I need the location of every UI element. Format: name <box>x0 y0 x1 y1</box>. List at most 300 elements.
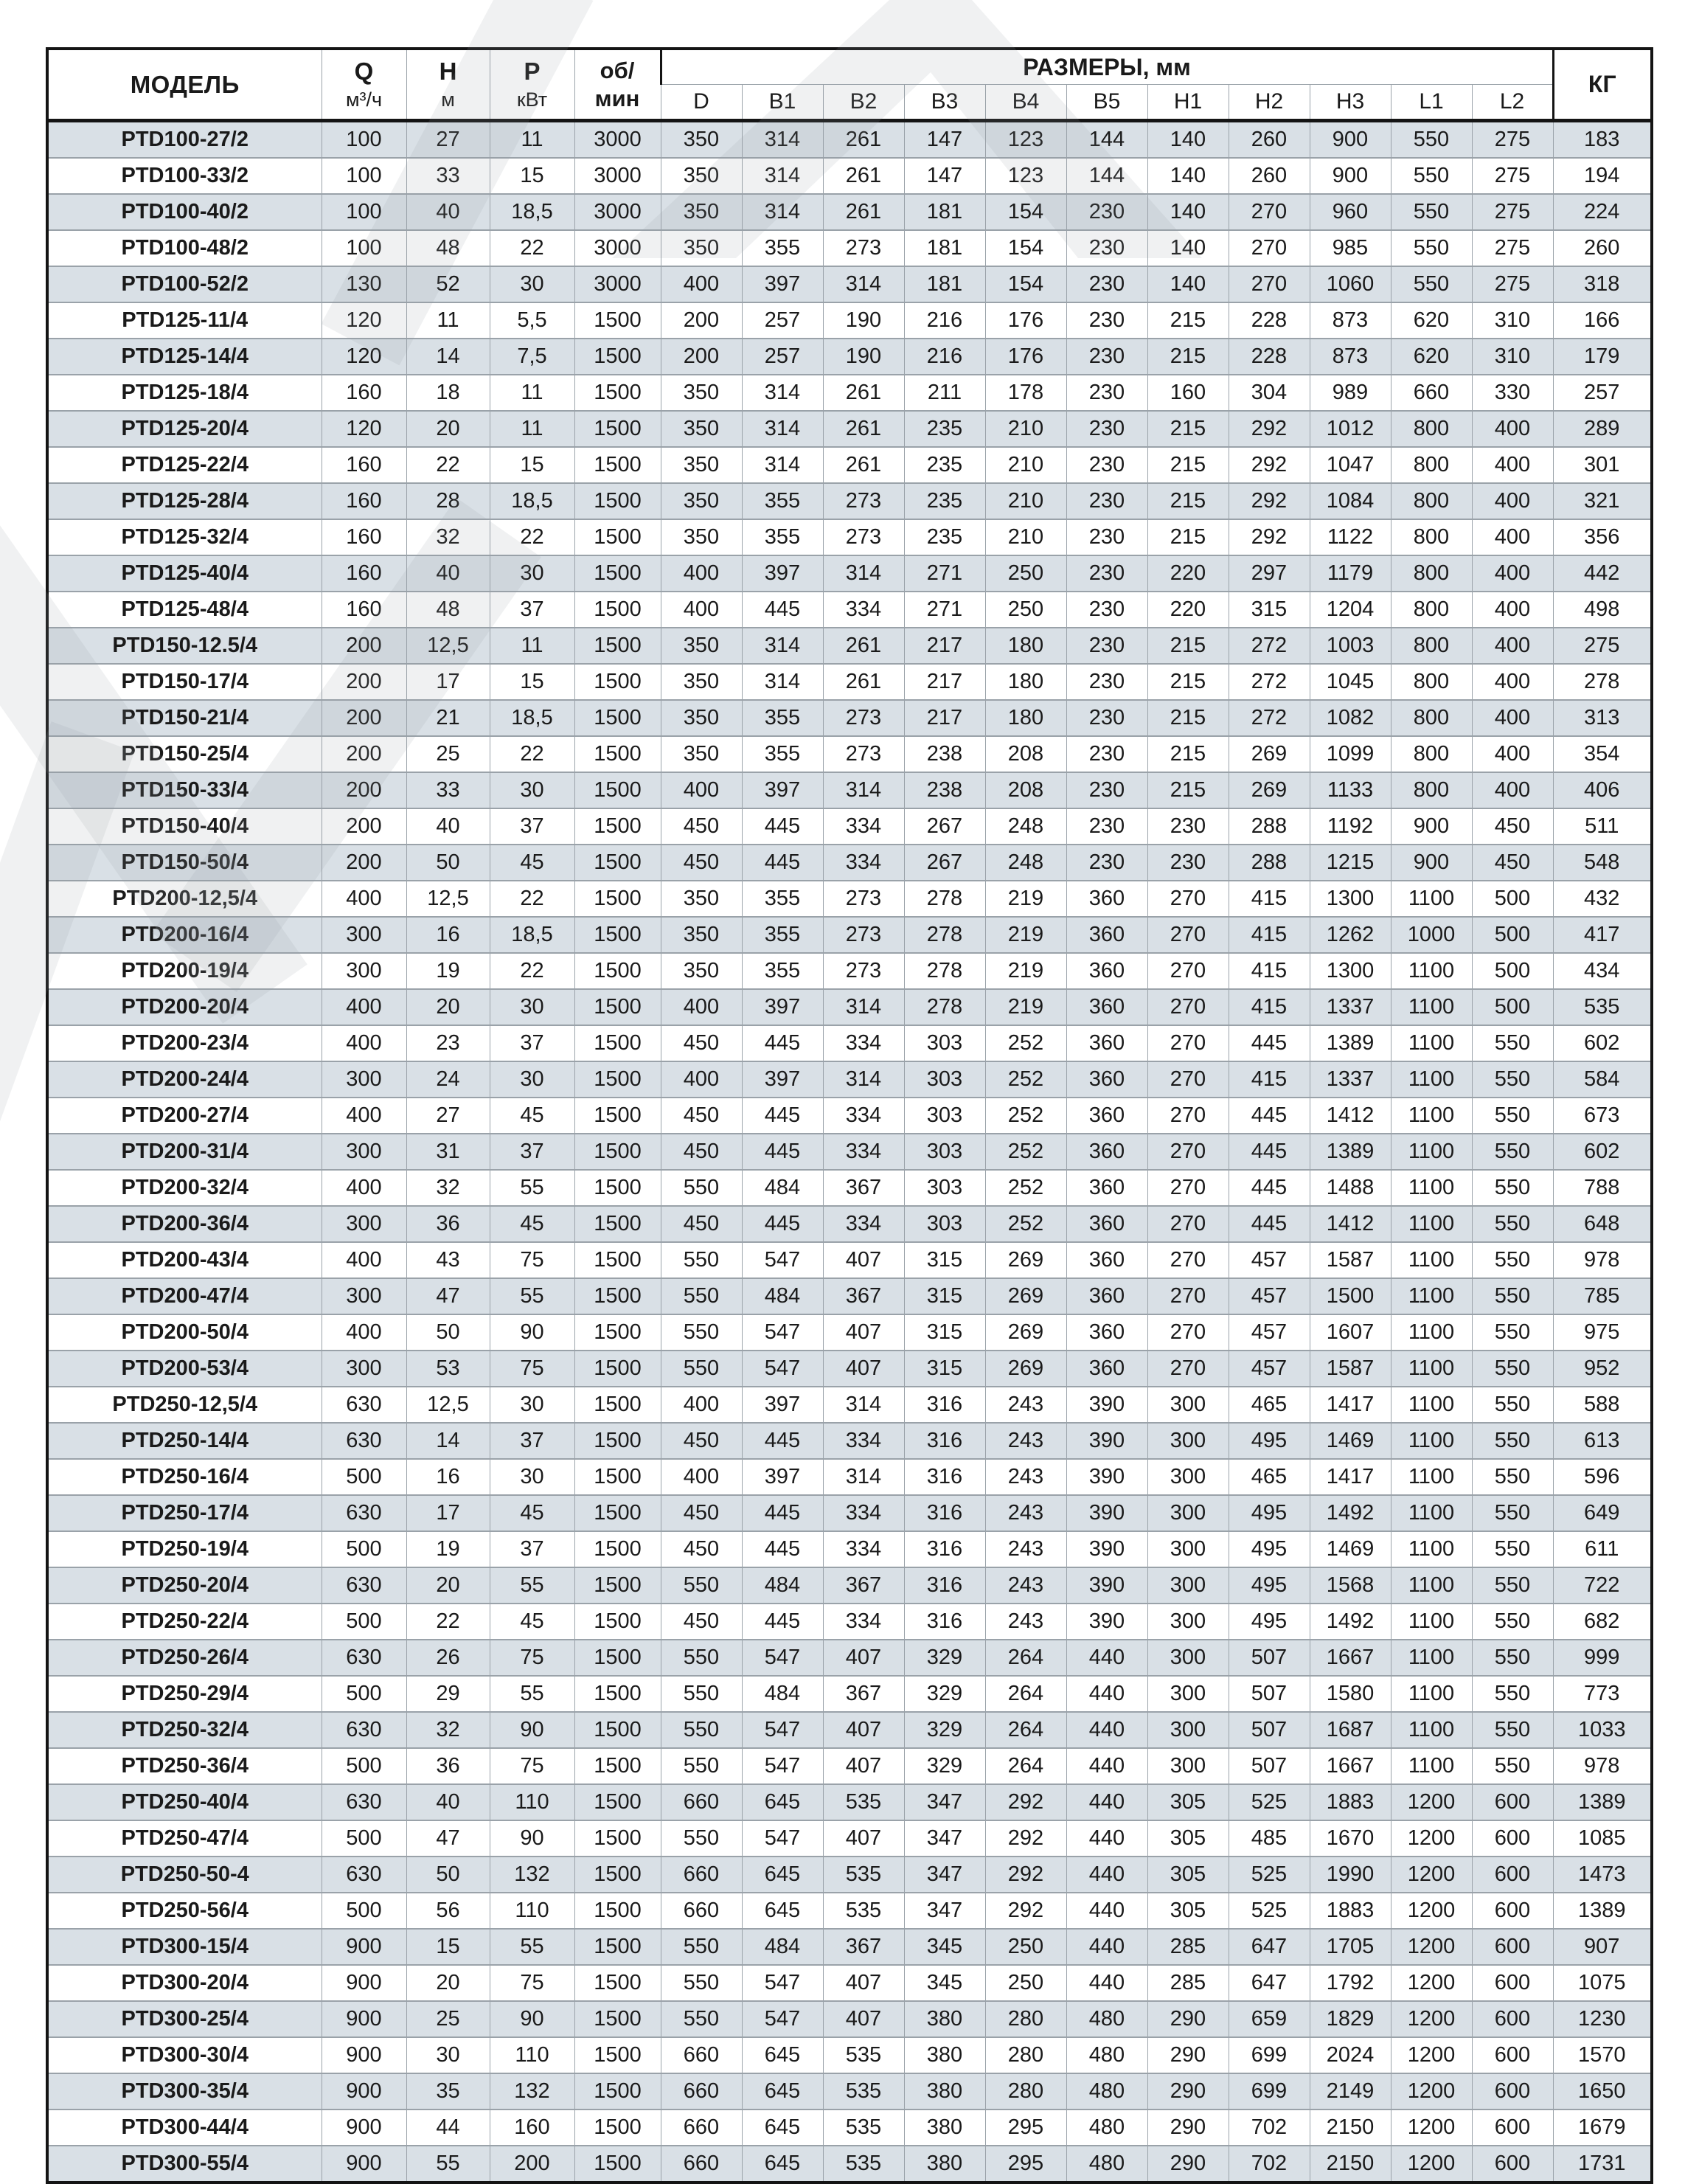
weight-cell: 588 <box>1553 1387 1652 1423</box>
value-cell: 485 <box>1229 1820 1310 1857</box>
value-cell: 535 <box>823 2073 904 2110</box>
value-cell: 660 <box>661 1857 742 1893</box>
table-row <box>47 2073 1652 2110</box>
value-cell: 2024 <box>1310 2037 1391 2073</box>
value-cell: 355 <box>742 917 823 953</box>
value-cell: 303 <box>904 1206 985 1242</box>
value-cell: 292 <box>1229 483 1310 519</box>
value-cell: 7,5 <box>490 339 574 375</box>
value-cell: 800 <box>1391 664 1472 700</box>
value-cell: 120 <box>322 339 406 375</box>
value-cell: 1500 <box>574 302 661 339</box>
value-cell: 100 <box>322 194 406 230</box>
model-cell: PTD300-44/4 <box>47 2110 322 2146</box>
value-cell: 445 <box>742 1025 823 1061</box>
value-cell: 507 <box>1229 1676 1310 1712</box>
value-cell: 264 <box>985 1748 1066 1784</box>
value-cell: 316 <box>904 1604 985 1640</box>
value-cell: 257 <box>742 339 823 375</box>
value-cell: 1000 <box>1391 917 1472 953</box>
value-cell: 645 <box>742 2146 823 2183</box>
table-row <box>47 447 1652 483</box>
value-cell: 269 <box>985 1242 1066 1278</box>
value-cell: 360 <box>1066 953 1147 989</box>
column-header-h3: H3 <box>1310 85 1391 121</box>
value-cell: 252 <box>985 1098 1066 1134</box>
value-cell: 181 <box>904 230 985 266</box>
value-cell: 200 <box>322 736 406 772</box>
value-cell: 397 <box>742 266 823 302</box>
value-cell: 1883 <box>1310 1893 1391 1929</box>
value-cell: 1500 <box>574 1748 661 1784</box>
value-cell: 480 <box>1066 2037 1147 2073</box>
table-header <box>47 49 1652 121</box>
value-cell: 248 <box>985 845 1066 881</box>
value-cell: 275 <box>1472 194 1553 230</box>
value-cell: 1670 <box>1310 1820 1391 1857</box>
model-cell: PTD250-47/4 <box>47 1820 322 1857</box>
model-cell: PTD100-27/2 <box>47 121 322 159</box>
table-row <box>47 700 1652 736</box>
weight-cell: 596 <box>1553 1459 1652 1495</box>
value-cell: 50 <box>406 1314 490 1351</box>
value-cell: 329 <box>904 1712 985 1748</box>
value-cell: 550 <box>1472 1567 1553 1604</box>
value-cell: 181 <box>904 194 985 230</box>
table-row <box>47 121 1652 159</box>
value-cell: 190 <box>823 339 904 375</box>
value-cell: 305 <box>1147 1893 1229 1929</box>
value-cell: 123 <box>985 158 1066 194</box>
value-cell: 1300 <box>1310 953 1391 989</box>
value-cell: 400 <box>1472 447 1553 483</box>
weight-cell: 1679 <box>1553 2110 1652 2146</box>
value-cell: 264 <box>985 1640 1066 1676</box>
value-cell: 250 <box>985 592 1066 628</box>
value-cell: 132 <box>490 1857 574 1893</box>
value-cell: 1990 <box>1310 1857 1391 1893</box>
value-cell: 450 <box>661 1495 742 1531</box>
value-cell: 47 <box>406 1820 490 1857</box>
value-cell: 407 <box>823 2001 904 2037</box>
value-cell: 1705 <box>1310 1929 1391 1965</box>
value-cell: 1133 <box>1310 772 1391 808</box>
value-cell: 180 <box>985 700 1066 736</box>
column-header-l2: L2 <box>1472 85 1553 121</box>
value-cell: 48 <box>406 230 490 266</box>
value-cell: 2150 <box>1310 2146 1391 2183</box>
model-cell: PTD250-14/4 <box>47 1423 322 1459</box>
table-row <box>47 592 1652 628</box>
value-cell: 550 <box>1391 230 1472 266</box>
value-cell: 500 <box>1472 989 1553 1025</box>
column-header-kg: КГ <box>1553 49 1652 121</box>
value-cell: 1500 <box>574 1531 661 1567</box>
value-cell: 360 <box>1066 881 1147 917</box>
value-cell: 550 <box>1391 194 1472 230</box>
value-cell: 300 <box>1147 1531 1229 1567</box>
value-cell: 500 <box>322 1459 406 1495</box>
value-cell: 800 <box>1391 483 1472 519</box>
value-cell: 660 <box>1391 375 1472 411</box>
value-cell: 440 <box>1066 1929 1147 1965</box>
value-cell: 985 <box>1310 230 1391 266</box>
value-cell: 1200 <box>1391 1929 1472 1965</box>
rpm-line2: мин <box>594 85 640 111</box>
value-cell: 445 <box>742 1423 823 1459</box>
weight-cell: 321 <box>1553 483 1652 519</box>
value-cell: 550 <box>1472 1387 1553 1423</box>
value-cell: 550 <box>661 1242 742 1278</box>
value-cell: 235 <box>904 447 985 483</box>
value-cell: 267 <box>904 845 985 881</box>
value-cell: 345 <box>904 1965 985 2001</box>
value-cell: 1100 <box>1391 1640 1472 1676</box>
weight-cell: 318 <box>1553 266 1652 302</box>
value-cell: 285 <box>1147 1929 1229 1965</box>
value-cell: 55 <box>490 1170 574 1206</box>
value-cell: 305 <box>1147 1857 1229 1893</box>
value-cell: 1500 <box>574 1061 661 1098</box>
value-cell: 17 <box>406 1495 490 1531</box>
value-cell: 295 <box>985 2110 1066 2146</box>
value-cell: 440 <box>1066 1857 1147 1893</box>
value-cell: 400 <box>322 1242 406 1278</box>
weight-cell: 773 <box>1553 1676 1652 1712</box>
value-cell: 1084 <box>1310 483 1391 519</box>
value-cell: 22 <box>490 953 574 989</box>
table-row <box>47 1748 1652 1784</box>
value-cell: 314 <box>742 628 823 664</box>
value-cell: 550 <box>661 1676 742 1712</box>
value-cell: 535 <box>823 2037 904 2073</box>
weight-cell: 1085 <box>1553 1820 1652 1857</box>
value-cell: 228 <box>1229 339 1310 375</box>
value-cell: 22 <box>406 1604 490 1640</box>
h-unit: м <box>441 88 455 111</box>
table-row <box>47 1459 1652 1495</box>
value-cell: 445 <box>742 1495 823 1531</box>
value-cell: 275 <box>1472 266 1553 302</box>
value-cell: 400 <box>1472 592 1553 628</box>
value-cell: 316 <box>904 1387 985 1423</box>
value-cell: 230 <box>1066 519 1147 555</box>
value-cell: 243 <box>985 1387 1066 1423</box>
value-cell: 465 <box>1229 1459 1310 1495</box>
spec-table-wrapper <box>46 47 1653 2184</box>
value-cell: 600 <box>1472 2001 1553 2037</box>
value-cell: 550 <box>1472 1314 1553 1351</box>
value-cell: 176 <box>985 339 1066 375</box>
weight-cell: 442 <box>1553 555 1652 592</box>
weight-cell: 275 <box>1553 628 1652 664</box>
value-cell: 1883 <box>1310 1784 1391 1820</box>
value-cell: 535 <box>823 2110 904 2146</box>
value-cell: 550 <box>1472 1061 1553 1098</box>
value-cell: 29 <box>406 1676 490 1712</box>
table-row <box>47 194 1652 230</box>
value-cell: 550 <box>1472 1495 1553 1531</box>
value-cell: 390 <box>1066 1567 1147 1604</box>
value-cell: 1337 <box>1310 989 1391 1025</box>
value-cell: 1200 <box>1391 2073 1472 2110</box>
value-cell: 1500 <box>574 1423 661 1459</box>
value-cell: 11 <box>490 375 574 411</box>
value-cell: 292 <box>985 1820 1066 1857</box>
value-cell: 30 <box>490 772 574 808</box>
value-cell: 314 <box>823 1387 904 1423</box>
value-cell: 210 <box>985 519 1066 555</box>
value-cell: 440 <box>1066 1784 1147 1820</box>
value-cell: 800 <box>1391 700 1472 736</box>
value-cell: 147 <box>904 158 985 194</box>
value-cell: 507 <box>1229 1712 1310 1748</box>
value-cell: 55 <box>490 1929 574 1965</box>
value-cell: 630 <box>322 1857 406 1893</box>
value-cell: 300 <box>1147 1748 1229 1784</box>
model-cell: PTD200-53/4 <box>47 1351 322 1387</box>
model-cell: PTD300-55/4 <box>47 2146 322 2183</box>
value-cell: 32 <box>406 1170 490 1206</box>
value-cell: 75 <box>490 1351 574 1387</box>
column-header-h <box>406 49 490 121</box>
value-cell: 550 <box>1472 1604 1553 1640</box>
value-cell: 215 <box>1147 302 1229 339</box>
value-cell: 659 <box>1229 2001 1310 2037</box>
value-cell: 20 <box>406 989 490 1025</box>
value-cell: 269 <box>1229 736 1310 772</box>
value-cell: 160 <box>490 2110 574 2146</box>
model-cell: PTD125-40/4 <box>47 555 322 592</box>
value-cell: 1500 <box>574 519 661 555</box>
table-row <box>47 1061 1652 1098</box>
value-cell: 400 <box>661 266 742 302</box>
value-cell: 243 <box>985 1495 1066 1531</box>
value-cell: 75 <box>490 1242 574 1278</box>
value-cell: 314 <box>823 772 904 808</box>
value-cell: 36 <box>406 1206 490 1242</box>
value-cell: 273 <box>823 230 904 266</box>
value-cell: 53 <box>406 1351 490 1387</box>
value-cell: 1500 <box>574 1604 661 1640</box>
value-cell: 550 <box>1472 1423 1553 1459</box>
value-cell: 400 <box>1472 519 1553 555</box>
model-cell: PTD200-27/4 <box>47 1098 322 1134</box>
value-cell: 355 <box>742 881 823 917</box>
pump-spec-table <box>46 47 1653 2184</box>
value-cell: 360 <box>1066 1278 1147 1314</box>
value-cell: 1500 <box>574 700 661 736</box>
value-cell: 620 <box>1391 302 1472 339</box>
value-cell: 400 <box>661 1459 742 1495</box>
value-cell: 230 <box>1066 664 1147 700</box>
value-cell: 30 <box>406 2037 490 2073</box>
value-cell: 400 <box>1472 664 1553 700</box>
value-cell: 1100 <box>1391 1061 1472 1098</box>
value-cell: 1100 <box>1391 1712 1472 1748</box>
value-cell: 37 <box>490 1134 574 1170</box>
value-cell: 550 <box>1472 1459 1553 1495</box>
value-cell: 3000 <box>574 230 661 266</box>
value-cell: 407 <box>823 1748 904 1784</box>
value-cell: 32 <box>406 1712 490 1748</box>
value-cell: 1417 <box>1310 1387 1391 1423</box>
value-cell: 35 <box>406 2073 490 2110</box>
value-cell: 620 <box>1391 339 1472 375</box>
value-cell: 219 <box>985 953 1066 989</box>
value-cell: 15 <box>406 1929 490 1965</box>
value-cell: 273 <box>823 483 904 519</box>
value-cell: 1204 <box>1310 592 1391 628</box>
value-cell: 355 <box>742 519 823 555</box>
table-row <box>47 1531 1652 1567</box>
value-cell: 367 <box>823 1278 904 1314</box>
value-cell: 250 <box>985 555 1066 592</box>
value-cell: 407 <box>823 1640 904 1676</box>
value-cell: 50 <box>406 1857 490 1893</box>
value-cell: 37 <box>490 592 574 628</box>
value-cell: 31 <box>406 1134 490 1170</box>
value-cell: 525 <box>1229 1857 1310 1893</box>
value-cell: 285 <box>1147 1965 1229 2001</box>
value-cell: 5,5 <box>490 302 574 339</box>
value-cell: 297 <box>1229 555 1310 592</box>
value-cell: 40 <box>406 1784 490 1820</box>
model-cell: PTD200-31/4 <box>47 1134 322 1170</box>
value-cell: 450 <box>661 1025 742 1061</box>
column-header-model: МОДЕЛЬ <box>47 49 322 121</box>
value-cell: 243 <box>985 1531 1066 1567</box>
table-row <box>47 483 1652 519</box>
weight-cell: 722 <box>1553 1567 1652 1604</box>
model-cell: PTD250-36/4 <box>47 1748 322 1784</box>
value-cell: 484 <box>742 1278 823 1314</box>
value-cell: 261 <box>823 628 904 664</box>
value-cell: 800 <box>1391 555 1472 592</box>
value-cell: 190 <box>823 302 904 339</box>
table-row <box>47 2037 1652 2073</box>
weight-cell: 788 <box>1553 1170 1652 1206</box>
value-cell: 315 <box>904 1278 985 1314</box>
value-cell: 252 <box>985 1170 1066 1206</box>
value-cell: 630 <box>322 1387 406 1423</box>
weight-cell: 1230 <box>1553 2001 1652 2037</box>
value-cell: 270 <box>1147 881 1229 917</box>
value-cell: 407 <box>823 1351 904 1387</box>
value-cell: 303 <box>904 1170 985 1206</box>
value-cell: 450 <box>661 1206 742 1242</box>
value-cell: 360 <box>1066 1098 1147 1134</box>
value-cell: 1500 <box>574 2110 661 2146</box>
model-cell: PTD200-47/4 <box>47 1278 322 1314</box>
value-cell: 144 <box>1066 121 1147 159</box>
value-cell: 660 <box>661 1893 742 1929</box>
weight-cell: 260 <box>1553 230 1652 266</box>
value-cell: 1500 <box>574 2037 661 2073</box>
value-cell: 270 <box>1147 1351 1229 1387</box>
value-cell: 270 <box>1147 1314 1229 1351</box>
rpm-line1: об/ <box>600 57 635 83</box>
value-cell: 208 <box>985 772 1066 808</box>
value-cell: 334 <box>823 1134 904 1170</box>
value-cell: 210 <box>985 411 1066 447</box>
value-cell: 230 <box>1066 700 1147 736</box>
value-cell: 252 <box>985 1061 1066 1098</box>
value-cell: 300 <box>1147 1495 1229 1531</box>
value-cell: 547 <box>742 1351 823 1387</box>
value-cell: 445 <box>742 592 823 628</box>
value-cell: 500 <box>322 1748 406 1784</box>
value-cell: 252 <box>985 1206 1066 1242</box>
value-cell: 2149 <box>1310 2073 1391 2110</box>
weight-cell: 194 <box>1553 158 1652 194</box>
value-cell: 329 <box>904 1640 985 1676</box>
table-row <box>47 302 1652 339</box>
table-row <box>47 2146 1652 2183</box>
value-cell: 270 <box>1147 1025 1229 1061</box>
value-cell: 215 <box>1147 772 1229 808</box>
value-cell: 600 <box>1472 2146 1553 2183</box>
value-cell: 110 <box>490 2037 574 2073</box>
value-cell: 300 <box>1147 1640 1229 1676</box>
table-row <box>47 1604 1652 1640</box>
value-cell: 535 <box>823 1857 904 1893</box>
value-cell: 230 <box>1066 194 1147 230</box>
value-cell: 350 <box>661 736 742 772</box>
weight-cell: 649 <box>1553 1495 1652 1531</box>
value-cell: 400 <box>1472 555 1553 592</box>
weight-cell: 535 <box>1553 989 1652 1025</box>
value-cell: 303 <box>904 1025 985 1061</box>
value-cell: 235 <box>904 519 985 555</box>
value-cell: 250 <box>985 1965 1066 2001</box>
weight-cell: 602 <box>1553 1134 1652 1170</box>
table-row <box>47 1676 1652 1712</box>
column-header-q <box>322 49 406 121</box>
value-cell: 1200 <box>1391 1857 1472 1893</box>
value-cell: 525 <box>1229 1893 1310 1929</box>
value-cell: 1829 <box>1310 2001 1391 2037</box>
value-cell: 1492 <box>1310 1495 1391 1531</box>
table-row <box>47 1640 1652 1676</box>
value-cell: 210 <box>985 447 1066 483</box>
value-cell: 660 <box>661 2146 742 2183</box>
value-cell: 248 <box>985 808 1066 845</box>
value-cell: 350 <box>661 664 742 700</box>
table-row <box>47 1423 1652 1459</box>
value-cell: 290 <box>1147 2146 1229 2183</box>
value-cell: 295 <box>985 2146 1066 2183</box>
weight-cell: 548 <box>1553 845 1652 881</box>
value-cell: 550 <box>1472 1242 1553 1278</box>
value-cell: 600 <box>1472 1784 1553 1820</box>
value-cell: 270 <box>1147 989 1229 1025</box>
value-cell: 275 <box>1472 230 1553 266</box>
value-cell: 1047 <box>1310 447 1391 483</box>
value-cell: 900 <box>1310 158 1391 194</box>
table-row <box>47 808 1652 845</box>
value-cell: 355 <box>742 230 823 266</box>
value-cell: 1122 <box>1310 519 1391 555</box>
value-cell: 1500 <box>574 664 661 700</box>
value-cell: 180 <box>985 664 1066 700</box>
value-cell: 397 <box>742 555 823 592</box>
value-cell: 1179 <box>1310 555 1391 592</box>
value-cell: 400 <box>322 1170 406 1206</box>
value-cell: 211 <box>904 375 985 411</box>
value-cell: 154 <box>985 266 1066 302</box>
value-cell: 507 <box>1229 1748 1310 1784</box>
